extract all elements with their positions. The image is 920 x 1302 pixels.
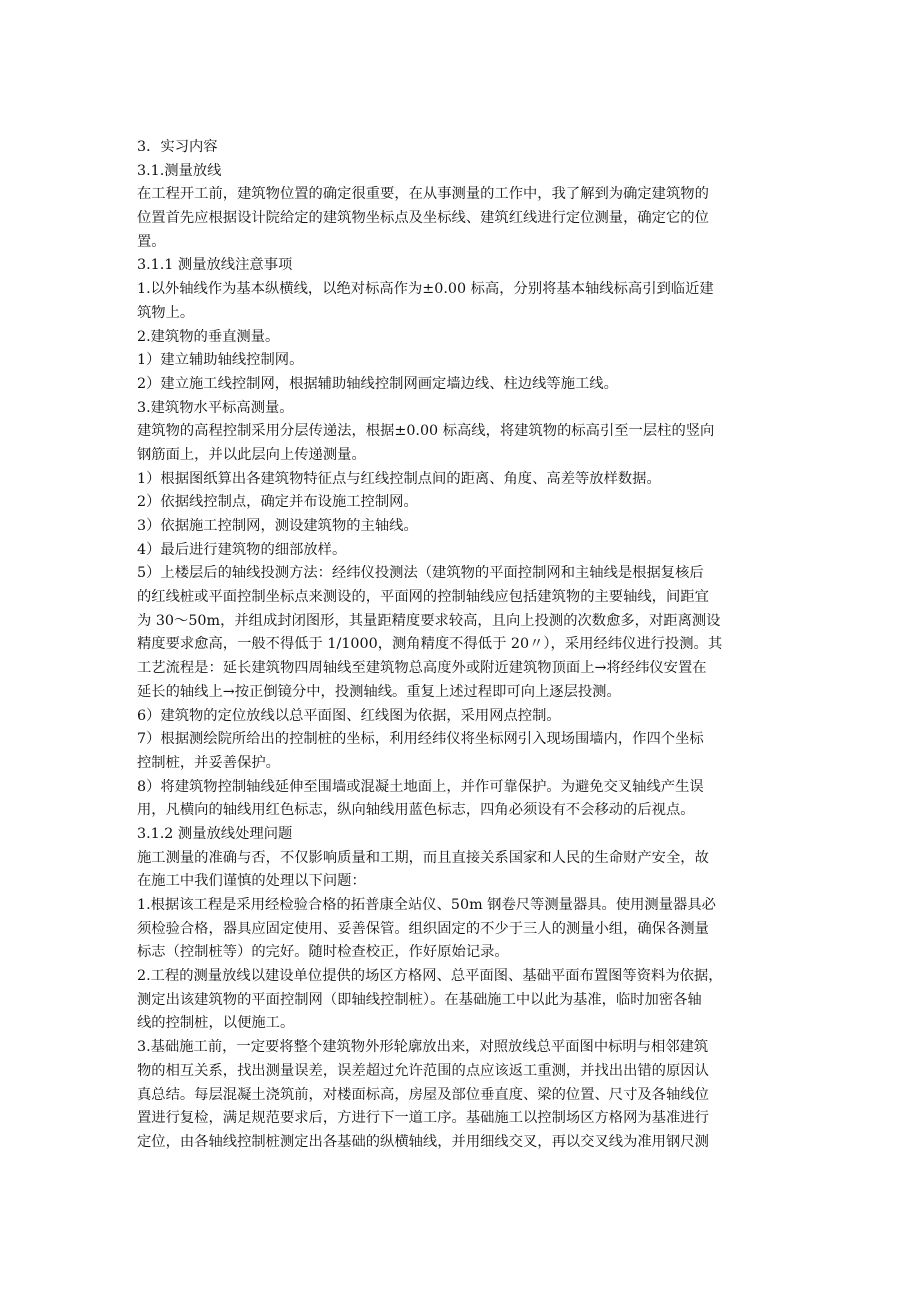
text-line: 5）上楼层后的轴线投测方法：经纬仪投测法（建筑物的平面控制网和主轴线是根据复核后 xyxy=(137,565,704,582)
text-line: 2）依据线控制点，确定并布设施工控制网。 xyxy=(137,494,418,511)
text-line: 2）建立施工线控制网，根据辅助轴线控制网画定墙边线、柱边线等施工线。 xyxy=(137,375,618,392)
text-line: 位置首先应根据设计院给定的建筑物坐标点及坐标线、建筑红线进行定位测量，确定它的位 xyxy=(137,210,709,227)
text-line: 1.根据该工程是采用经检验合格的拓普康全站仪、50m 钢卷尺等测量器具。使用测量器具必 xyxy=(137,897,716,913)
text-line: 定位，由各轴线控制桩测定出各基础的纵横轴线，并用细线交叉，再以交叉线为准用钢尺测 xyxy=(137,1133,709,1150)
text-line: 的红线桩或平面控制坐标点来测设的，平面网的控制轴线应包括建筑物的主要轴线，间距宜 xyxy=(137,589,709,606)
text-line: 6）建筑物的定位放线以总平面图、红线图为依据，采用网点控制。 xyxy=(137,707,561,724)
text-line: 测定出该建筑物的平面控制网（即轴线控制桩）。在基础施工中以此为基准，临时加密各轴 xyxy=(137,991,702,1008)
text-line: 为 30～50m，并组成封闭图形，其量距精度要求较高，且向上投测的次数愈多，对距离测设 xyxy=(137,612,721,629)
text-line: 精度要求愈高，一般不得低于 1/1000，测角精度不得低于 20〃），采用经纬仪进行投测。其 xyxy=(137,636,723,653)
text-line: 工艺流程是：延长建筑物四周轴线至建筑物总高度外或附近建筑物顶面上→将经纬仪安置在 xyxy=(137,660,707,677)
text-line: 施工测量的准确与否，不仅影响质量和工期，而且直接关系国家和人民的生命财产安全，故 xyxy=(137,849,709,866)
text-line: 在工程开工前，建筑物位置的确定很重要，在从事测量的工作中，我了解到为确定建筑物的 xyxy=(137,186,709,203)
text-line: 2.建筑物的垂直测量。 xyxy=(137,328,280,345)
text-line: 控制桩，并妥善保护。 xyxy=(137,754,280,771)
text-line: 2.工程的测量放线以建设单位提供的场区方格网、总平面图、基础平面布置图等资料为依据， xyxy=(137,968,723,985)
text-line: 7）根据测绘院所给出的控制桩的坐标，利用经纬仪将坐标网引入现场围墙内，作四个坐标 xyxy=(137,731,704,748)
text-line: 须检验合格，器具应固定使用、妥善保管。组织固定的不少于三人的测量小组，确保各测量 xyxy=(137,920,709,937)
text-line: 3.建筑物水平标高测量。 xyxy=(137,399,294,416)
text-line: 钢筋面上，并以此层向上传递测量。 xyxy=(137,446,366,463)
text-line: 筑物上。 xyxy=(137,304,195,321)
text-line: 真总结。每层混凝土浇筑前，对楼面标高，房屋及部位垂直度、梁的位置、尺寸及各轴线位 xyxy=(137,1086,709,1103)
text-line: 线的控制桩，以便施工。 xyxy=(137,1015,295,1032)
text-line: 置。 xyxy=(137,233,166,250)
text-line: 置进行复检，满足规范要求后，方进行下一道工序。基础施工以控制场区方格网为基准进行 xyxy=(137,1110,709,1127)
text-line: 用，凡横向的轴线用红色标志，纵向轴线用蓝色标志，四角必须设有不会移动的后视点。 xyxy=(137,802,695,819)
text-line: 3.1.2 测量放线处理问题 xyxy=(137,825,293,842)
text-line: 建筑物的高程控制采用分层传递法，根据±0.00 标高线，将建筑物的标高引至一层柱的竖向 xyxy=(137,423,715,440)
text-line: 1）建立辅助轴线控制网。 xyxy=(137,352,304,369)
text-line: 3）依据施工控制网，测设建筑物的主轴线。 xyxy=(137,518,418,534)
document-body xyxy=(137,136,789,1155)
text-line: 在施工中我们谨慎的处理以下问题： xyxy=(137,873,366,890)
text-line: 3.1.1 测量放线注意事项 xyxy=(137,257,293,274)
text-line: 延长的轴线上→按正倒镜分中，投测轴线。重复上述过程即可向上逐层投测。 xyxy=(137,683,621,700)
text-line: 标志（控制桩等）的完好。随时检查校正，作好原始记录。 xyxy=(137,944,509,961)
text-line: 3．实习内容 xyxy=(137,139,218,155)
text-line: 4）最后进行建筑物的细部放样。 xyxy=(137,541,347,558)
text-line: 1）根据图纸算出各建筑物特征点与红线控制点间的距离、角度、高差等放样数据。 xyxy=(137,470,661,487)
text-line: 8）将建筑物控制轴线延伸至围墙或混凝土地面上，并作可靠保护。为避免交叉轴线产生误 xyxy=(137,778,704,795)
text-line: 3.基础施工前，一定要将整个建筑物外形轮廓放出来，对照放线总平面图中标明与相邻建筑 xyxy=(137,1039,709,1056)
text-line: 物的相互关系，找出测量误差，误差超过允许范围的点应该返工重测，并找出出错的原因认 xyxy=(137,1062,709,1079)
text-line: 1.以外轴线作为基本纵横线，以绝对标高作为±0.00 标高，分别将基本轴线标高引到临近建 xyxy=(137,281,714,298)
text-line: 3.1.测量放线 xyxy=(137,162,222,179)
